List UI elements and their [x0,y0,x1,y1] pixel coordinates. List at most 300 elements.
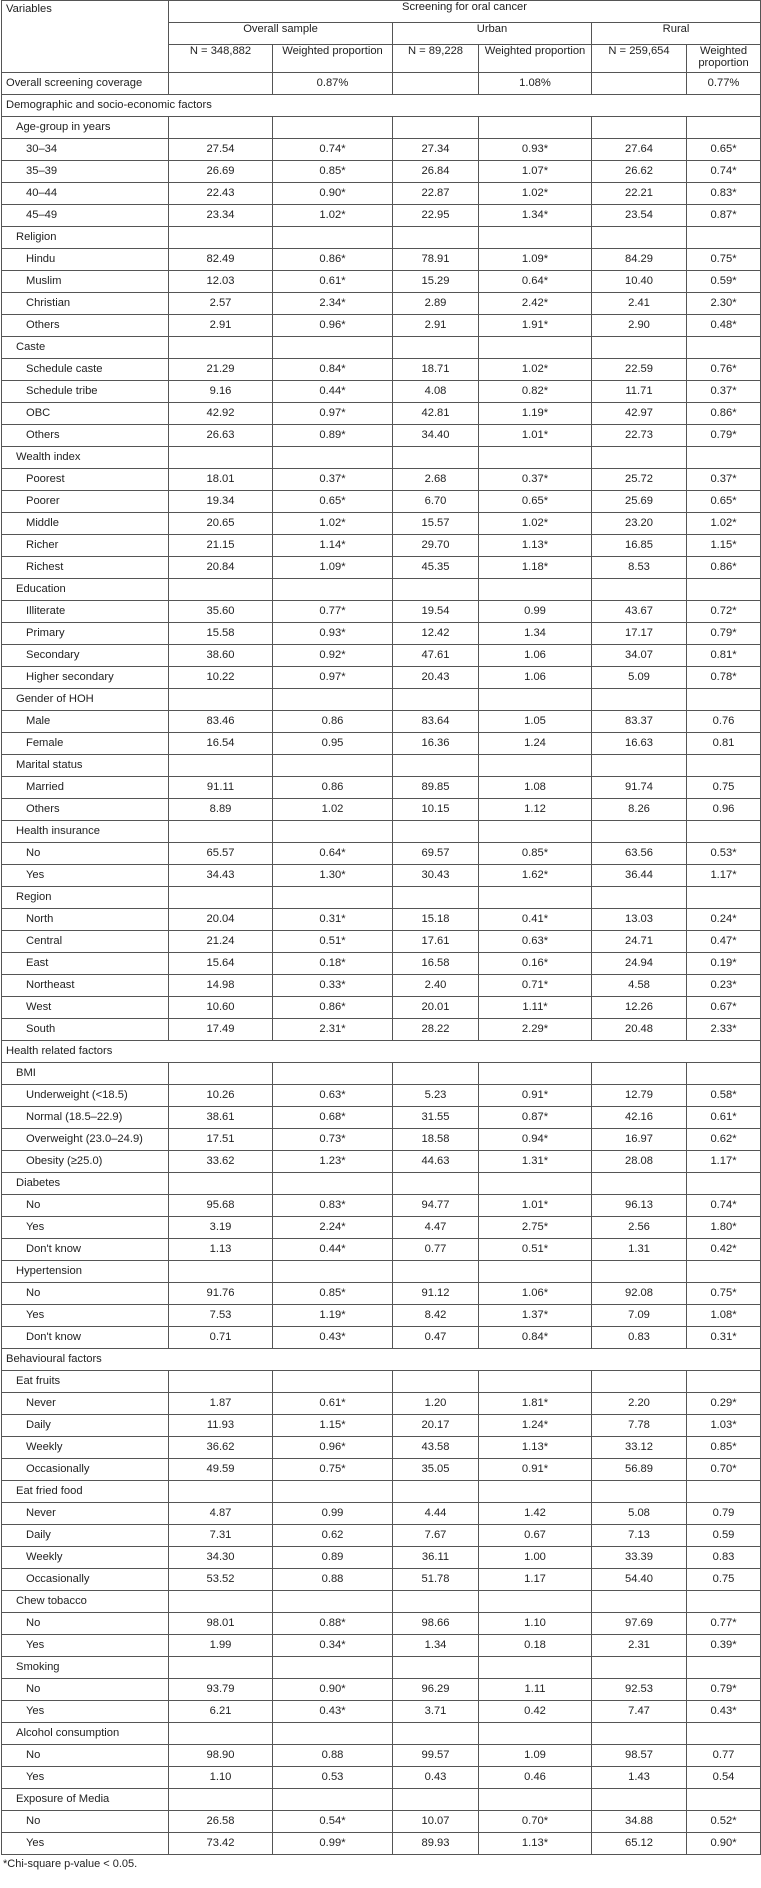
urban-percent-cell: 20.17 [393,1415,479,1437]
urban-percent-cell: 26.84 [393,161,479,183]
overall-percent-cell: 11.93 [169,1415,273,1437]
urban-percent-cell: 69.57 [393,843,479,865]
rural-percent-cell: 16.85 [592,535,687,557]
urban-weighted-label: Weighted proportion [479,45,592,73]
rural-percent-cell: 33.39 [592,1547,687,1569]
urban-weighted-cell: 1.18* [479,557,592,579]
rural-percent-cell: 4.58 [592,975,687,997]
overall-weighted-cell: 0.62 [273,1525,393,1547]
urban-weighted-cell: 1.31* [479,1151,592,1173]
table-row [2,953,761,975]
table-row [2,249,761,271]
row-label: Married [2,777,169,799]
urban-weighted-cell: 0.37* [479,469,592,491]
table-row [2,1437,761,1459]
urban-weighted-cell: 1.13* [479,535,592,557]
rural-percent-cell: 33.12 [592,1437,687,1459]
urban-weighted-cell: 1.13* [479,1833,592,1855]
urban-weighted-cell: 0.41* [479,909,592,931]
urban-percent-cell: 10.15 [393,799,479,821]
overall-n-label: N = 348,882 [169,45,273,73]
overall-percent-cell: 1.10 [169,1767,273,1789]
table-row [2,1767,761,1789]
group-row [2,337,761,359]
row-label: 40–44 [2,183,169,205]
urban-percent-cell: 1.34 [393,1635,479,1657]
rural-percent-cell: 22.59 [592,359,687,381]
table-row [2,1811,761,1833]
urban-percent-cell: 34.40 [393,425,479,447]
urban-percent-cell: 28.22 [393,1019,479,1041]
rural-weighted-cell: 0.79* [687,623,761,645]
group-label: BMI [2,1063,169,1085]
overall-weighted-cell: 1.15* [273,1415,393,1437]
row-label: Yes [2,1701,169,1723]
urban-percent-cell: 2.40 [393,975,479,997]
row-label: Never [2,1503,169,1525]
rural-weighted-cell: 0.58* [687,1085,761,1107]
rural-weighted-cell: 0.81 [687,733,761,755]
rural-percent-cell: 28.08 [592,1151,687,1173]
overall-weighted-cell: 1.02 [273,799,393,821]
rural-weighted-cell: 1.15* [687,535,761,557]
group-label: Chew tobacco [2,1591,169,1613]
rural-weighted-cell: 0.74* [687,1195,761,1217]
row-label: Poorer [2,491,169,513]
urban-percent-cell: 10.07 [393,1811,479,1833]
rural-percent-cell: 97.69 [592,1613,687,1635]
urban-weighted-cell: 0.46 [479,1767,592,1789]
overall-percent-cell: 17.49 [169,1019,273,1041]
urban-weighted-cell: 0.91* [479,1085,592,1107]
group-row [2,1371,761,1393]
row-label: Central [2,931,169,953]
row-label: Yes [2,1305,169,1327]
urban-percent-cell: 35.05 [393,1459,479,1481]
urban-percent-cell: 78.91 [393,249,479,271]
urban-percent-cell: 16.36 [393,733,479,755]
table-row [2,1613,761,1635]
table-row [2,1701,761,1723]
urban-percent-cell: 91.12 [393,1283,479,1305]
row-label: East [2,953,169,975]
row-label: Higher secondary [2,667,169,689]
group-label: Caste [2,337,169,359]
table-row [2,491,761,513]
table-row [2,1745,761,1767]
rural-percent-cell: 54.40 [592,1569,687,1591]
overall-percent-cell: 53.52 [169,1569,273,1591]
row-label: Others [2,425,169,447]
row-label: Secondary [2,645,169,667]
row-label: Muslim [2,271,169,293]
rural-weighted-cell: 0.31* [687,1327,761,1349]
group-row [2,887,761,909]
overall-percent-cell: 27.54 [169,139,273,161]
rural-weighted-cell: 0.77* [687,1613,761,1635]
urban-percent-cell: 47.61 [393,645,479,667]
rural-weighted-cell: 0.19* [687,953,761,975]
overall-percent-cell: 4.87 [169,1503,273,1525]
table-row [2,1019,761,1041]
rural-weighted-cell: 0.83 [687,1547,761,1569]
table-row [2,557,761,579]
rural-percent-cell: 2.20 [592,1393,687,1415]
rural-percent-cell: 5.09 [592,667,687,689]
group-label: Age-group in years [2,117,169,139]
coverage-row [2,73,761,95]
urban-weighted-cell: 1.42 [479,1503,592,1525]
row-label: Obesity (≥25.0) [2,1151,169,1173]
table-row [2,1459,761,1481]
overall-weighted-cell: 0.34* [273,1635,393,1657]
rural-weighted-cell: 0.75* [687,249,761,271]
row-label: Yes [2,1217,169,1239]
overall-percent-cell: 0.71 [169,1327,273,1349]
row-label: Daily [2,1525,169,1547]
urban-percent-cell: 2.91 [393,315,479,337]
urban-weighted-cell: 1.24 [479,733,592,755]
section-row [2,1041,761,1063]
row-label: Schedule caste [2,359,169,381]
rural-weighted-cell: 0.96 [687,799,761,821]
overall-weighted-cell: 0.88 [273,1745,393,1767]
overall-weighted-cell: 0.99 [273,1503,393,1525]
coverage-urban: 1.08% [479,73,592,95]
rural-percent-cell: 1.43 [592,1767,687,1789]
overall-percent-cell: 23.34 [169,205,273,227]
table-row [2,1283,761,1305]
urban-percent-cell: 4.47 [393,1217,479,1239]
overall-percent-cell: 1.99 [169,1635,273,1657]
urban-percent-cell: 0.77 [393,1239,479,1261]
overall-percent-cell: 65.57 [169,843,273,865]
row-label: Weekly [2,1437,169,1459]
variables-header: Variables [2,1,169,73]
row-label: Female [2,733,169,755]
urban-percent-cell: 19.54 [393,601,479,623]
rural-weighted-cell: 0.54 [687,1767,761,1789]
urban-percent-cell: 15.57 [393,513,479,535]
overall-percent-cell: 1.13 [169,1239,273,1261]
group-row [2,1723,761,1745]
urban-weighted-cell: 0.71* [479,975,592,997]
overall-percent-cell: 15.58 [169,623,273,645]
table-row [2,909,761,931]
rural-percent-cell: 10.40 [592,271,687,293]
urban-weighted-cell: 1.34* [479,205,592,227]
rural-weighted-cell: 1.03* [687,1415,761,1437]
rural-percent-cell: 7.13 [592,1525,687,1547]
overall-percent-cell: 42.92 [169,403,273,425]
table-row [2,535,761,557]
rural-percent-cell: 17.17 [592,623,687,645]
rural-weighted-cell: 0.87* [687,205,761,227]
table-row [2,1525,761,1547]
overall-percent-cell: 1.87 [169,1393,273,1415]
rural-weighted-cell: 0.75 [687,777,761,799]
overall-weighted-cell: 1.02* [273,205,393,227]
overall-weighted-cell: 0.86 [273,711,393,733]
urban-weighted-cell: 1.07* [479,161,592,183]
overall-percent-cell: 36.62 [169,1437,273,1459]
urban-weighted-cell: 1.11* [479,997,592,1019]
rural-weighted-cell: 0.78* [687,667,761,689]
group-row [2,689,761,711]
row-label: Yes [2,1635,169,1657]
rural-percent-cell: 42.16 [592,1107,687,1129]
urban-weighted-cell: 0.91* [479,1459,592,1481]
group-row [2,1173,761,1195]
group-label: Smoking [2,1657,169,1679]
rural-weighted-cell: 0.76* [687,359,761,381]
overall-weighted-cell: 1.14* [273,535,393,557]
row-label: 30–34 [2,139,169,161]
rural-weighted-cell: 0.52* [687,1811,761,1833]
overall-percent-cell: 18.01 [169,469,273,491]
table-row [2,645,761,667]
rural-percent-cell: 16.97 [592,1129,687,1151]
table-body [2,73,761,1855]
table-row [2,1107,761,1129]
urban-percent-cell: 44.63 [393,1151,479,1173]
urban-weighted-cell: 1.12 [479,799,592,821]
overall-percent-cell: 34.43 [169,865,273,887]
overall-percent-cell: 2.91 [169,315,273,337]
rural-percent-cell: 83.37 [592,711,687,733]
section-row [2,1349,761,1371]
group-row [2,447,761,469]
row-label: Poorest [2,469,169,491]
urban-percent-cell: 2.89 [393,293,479,315]
table-row [2,359,761,381]
rural-percent-cell: 63.56 [592,843,687,865]
urban-weighted-cell: 1.91* [479,315,592,337]
rural-percent-cell: 0.83 [592,1327,687,1349]
rural-percent-cell: 34.88 [592,1811,687,1833]
overall-weighted-cell: 0.96* [273,1437,393,1459]
overall-percent-cell: 95.68 [169,1195,273,1217]
table-row [2,1393,761,1415]
section-label: Behavioural factors [2,1349,761,1371]
section-label: Health related factors [2,1041,761,1063]
urban-percent-cell: 18.58 [393,1129,479,1151]
overall-weighted-cell: 0.43* [273,1327,393,1349]
row-label: Weekly [2,1547,169,1569]
urban-weighted-cell: 1.08 [479,777,592,799]
overall-percent-cell: 26.58 [169,1811,273,1833]
urban-percent-cell: 98.66 [393,1613,479,1635]
urban-percent-cell: 16.58 [393,953,479,975]
overall-percent-cell: 33.62 [169,1151,273,1173]
rural-weighted-cell: 1.02* [687,513,761,535]
urban-percent-cell: 4.08 [393,381,479,403]
overall-percent-cell: 21.15 [169,535,273,557]
table-row [2,931,761,953]
urban-weighted-cell: 2.75* [479,1217,592,1239]
group-row [2,1657,761,1679]
rural-weighted-cell: 0.24* [687,909,761,931]
urban-weighted-cell: 0.63* [479,931,592,953]
rural-weighted-cell: 1.80* [687,1217,761,1239]
rural-header: Rural [592,23,761,45]
overall-percent-cell: 10.22 [169,667,273,689]
rural-percent-cell: 84.29 [592,249,687,271]
urban-percent-cell: 51.78 [393,1569,479,1591]
group-row [2,1591,761,1613]
rural-percent-cell: 92.08 [592,1283,687,1305]
rural-percent-cell: 13.03 [592,909,687,931]
table-row [2,425,761,447]
overall-percent-cell: 15.64 [169,953,273,975]
rural-weighted-cell: 0.59* [687,271,761,293]
overall-weighted-cell: 1.30* [273,865,393,887]
urban-weighted-cell: 2.42* [479,293,592,315]
row-label: Occasionally [2,1459,169,1481]
rural-weighted-cell: 0.85* [687,1437,761,1459]
overall-percent-cell: 17.51 [169,1129,273,1151]
rural-percent-cell: 26.62 [592,161,687,183]
group-row [2,821,761,843]
urban-weighted-cell: 1.19* [479,403,592,425]
table-row [2,1327,761,1349]
section-label: Demographic and socio-economic factors [2,95,761,117]
overall-weighted-cell: 0.64* [273,843,393,865]
table-row [2,1085,761,1107]
table-row [2,139,761,161]
rural-percent-cell: 91.74 [592,777,687,799]
row-label: Daily [2,1415,169,1437]
table-row [2,381,761,403]
rural-percent-cell: 5.08 [592,1503,687,1525]
urban-weighted-cell: 0.51* [479,1239,592,1261]
rural-weighted-cell: 0.76 [687,711,761,733]
overall-weighted-cell: 0.61* [273,1393,393,1415]
group-row [2,1481,761,1503]
rural-percent-cell: 56.89 [592,1459,687,1481]
group-label: Eat fried food [2,1481,169,1503]
group-label: Wealth index [2,447,169,469]
overall-weighted-cell: 0.63* [273,1085,393,1107]
urban-percent-cell: 1.20 [393,1393,479,1415]
rural-percent-cell: 34.07 [592,645,687,667]
urban-percent-cell: 27.34 [393,139,479,161]
urban-percent-cell: 22.95 [393,205,479,227]
row-label: South [2,1019,169,1041]
overall-percent-cell: 91.76 [169,1283,273,1305]
overall-weighted-cell: 1.19* [273,1305,393,1327]
overall-percent-cell: 82.49 [169,249,273,271]
rural-percent-cell: 27.64 [592,139,687,161]
overall-percent-cell: 35.60 [169,601,273,623]
overall-weighted-cell: 0.51* [273,931,393,953]
overall-weighted-cell: 0.90* [273,183,393,205]
overall-percent-cell: 38.60 [169,645,273,667]
rural-percent-cell: 23.54 [592,205,687,227]
urban-weighted-cell: 0.70* [479,1811,592,1833]
urban-weighted-cell: 1.11 [479,1679,592,1701]
table-row [2,271,761,293]
rural-percent-cell: 36.44 [592,865,687,887]
table-row [2,667,761,689]
row-label: OBC [2,403,169,425]
urban-percent-cell: 22.87 [393,183,479,205]
table-row [2,1415,761,1437]
table-row [2,1635,761,1657]
overall-weighted-cell: 0.95 [273,733,393,755]
table-row [2,843,761,865]
rural-percent-cell: 43.67 [592,601,687,623]
urban-percent-cell: 15.29 [393,271,479,293]
urban-percent-cell: 7.67 [393,1525,479,1547]
table-row [2,1151,761,1173]
urban-percent-cell: 42.81 [393,403,479,425]
urban-weighted-cell: 1.09 [479,1745,592,1767]
urban-percent-cell: 43.58 [393,1437,479,1459]
row-label: No [2,1283,169,1305]
overall-weighted-cell: 0.44* [273,381,393,403]
table-row [2,1503,761,1525]
rural-percent-cell: 24.94 [592,953,687,975]
overall-sample-header: Overall sample [169,23,393,45]
rural-weighted-cell: 0.29* [687,1393,761,1415]
overall-percent-cell: 26.69 [169,161,273,183]
table-row [2,1679,761,1701]
overall-weighted-cell: 0.73* [273,1129,393,1151]
rural-weighted-cell: 0.83* [687,183,761,205]
overall-weighted-cell: 0.31* [273,909,393,931]
table-row [2,1305,761,1327]
rural-percent-cell: 8.53 [592,557,687,579]
screening-header: Screening for oral cancer [169,1,761,23]
overall-weighted-cell: 0.97* [273,403,393,425]
rural-percent-cell: 96.13 [592,1195,687,1217]
row-label: Never [2,1393,169,1415]
table-row [2,1833,761,1855]
row-label: Yes [2,1767,169,1789]
urban-weighted-cell: 1.06* [479,1283,592,1305]
table-row [2,865,761,887]
table-row [2,315,761,337]
table-row [2,1195,761,1217]
urban-percent-cell: 29.70 [393,535,479,557]
overall-weighted-cell: 0.89 [273,1547,393,1569]
rural-weighted-cell: 1.17* [687,865,761,887]
rural-percent-cell: 7.09 [592,1305,687,1327]
overall-weighted-cell: 0.89* [273,425,393,447]
overall-weighted-cell: 0.99* [273,1833,393,1855]
rural-percent-cell: 24.71 [592,931,687,953]
urban-percent-cell: 15.18 [393,909,479,931]
table-row [2,469,761,491]
table-row [2,205,761,227]
overall-weighted-cell: 2.31* [273,1019,393,1041]
rural-percent-cell: 23.20 [592,513,687,535]
rural-weighted-cell: 0.43* [687,1701,761,1723]
table-row [2,733,761,755]
urban-percent-cell: 3.71 [393,1701,479,1723]
table-footnote: *Chi-square p-value < 0.05. [3,1858,138,1870]
row-label: Others [2,799,169,821]
table-row [2,1129,761,1151]
overall-percent-cell: 10.26 [169,1085,273,1107]
coverage-rural: 0.77% [687,73,761,95]
rural-weighted-cell: 0.72* [687,601,761,623]
urban-percent-cell: 5.23 [393,1085,479,1107]
overall-weighted-cell: 0.96* [273,315,393,337]
row-label: Underweight (<18.5) [2,1085,169,1107]
urban-weighted-cell: 0.94* [479,1129,592,1151]
